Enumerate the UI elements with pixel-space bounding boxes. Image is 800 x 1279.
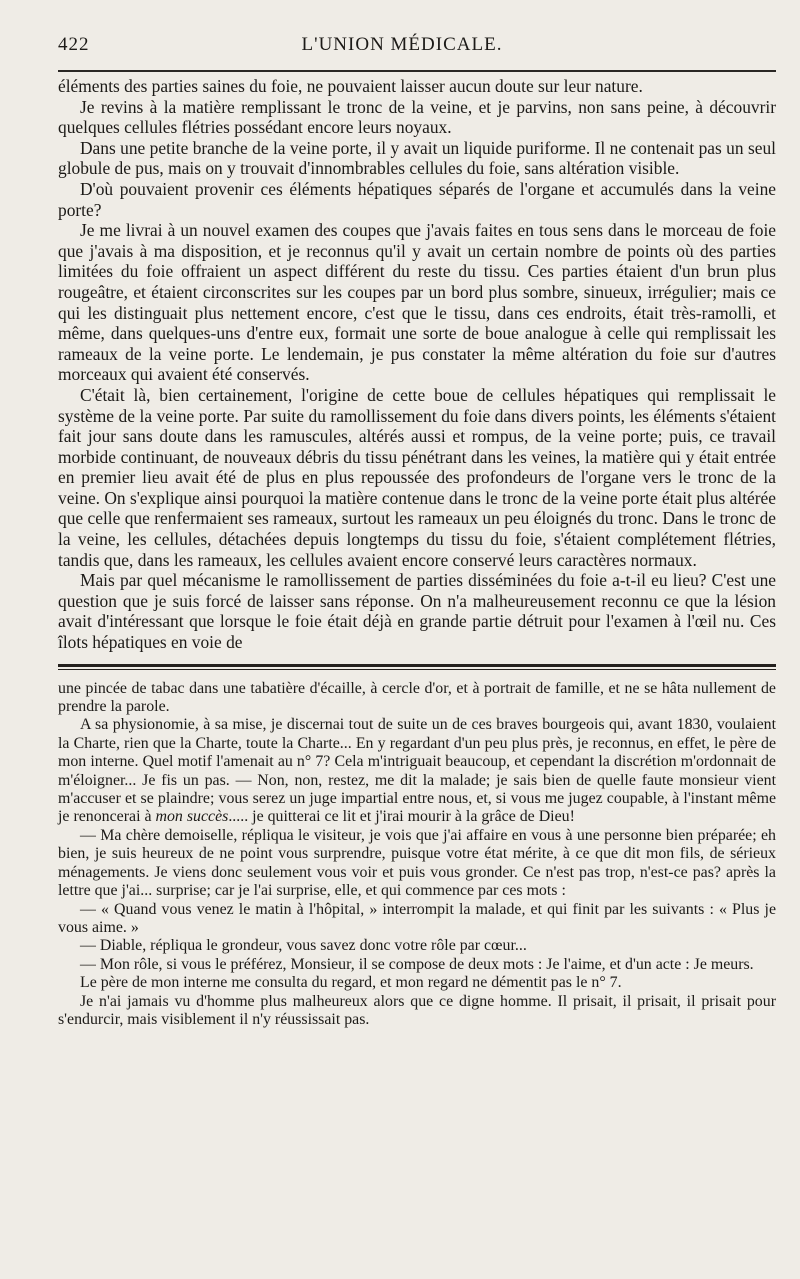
separator-thin-rule [58, 669, 776, 670]
feuilleton-paragraph: — Ma chère demoiselle, répliqua le visiteur, je vois que j'ai affaire en vous à une personne bien préparée; eh bien, je suis heureux de ne point vous surprendre, puisque votre état mérite, à ce que dit mon fils, de sérieux ménagements. Je viens donc seulement vous voir et puis vous gronder. Ce n'est pas trop, n'est-ce pas? après la lettre que j'ai... surprise; car je l'ai surprise, elle, et qui commence par ces mots : [58, 826, 776, 900]
feuilleton-paragraph [58, 716, 776, 826]
page-number: 422 [58, 34, 90, 55]
article-paragraph: Je me livrai à un nouvel examen des coupes que j'avais faites en tous sens dans le morceau de foie que j'avais à ma disposition, et je reconnus qu'il y avait un certain nombre de points où des parties limitées du foie offraient un aspect différent du reste du tissu. Ces parties étaient d'un brun plus rougeâtre, et étaient circonscrites sur les coupes par un bord plus sombre, sinueux, irrégulier; mais ce qui les distinguait plus nettement encore, c'est que le tissu, dans ces endroits, était très-ramolli, et même, dans quelques-uns d'entre eux, formait une sorte de boue analogue à celle qui remplissait les rameaux de la veine porte. Le lendemain, je pus constater la même altération du foie sur d'autres morceaux qui avaient été conservés. [58, 220, 776, 385]
feuilleton-paragraph: — « Quand vous venez le matin à l'hôpital, » interrompit la malade, et qui finit par les suivants : « Plus je vous aime. » [58, 900, 776, 936]
running-title: L'UNION MÉDICALE. [301, 34, 503, 55]
article-paragraph: éléments des parties saines du foie, ne pouvaient laisser aucun doute sur leur nature. [58, 76, 643, 96]
article-body [58, 76, 776, 653]
feuilleton-emphasis: mon succès [155, 808, 229, 826]
article-paragraph: C'était là, bien certainement, l'origine de cette boue de cellules hépatiques qui remplissait le système de la veine porte. Par suite du ramollissement du foie dans divers points, les éléments s'étaient fait jour sans doute dans les ramuscules, altérés aussi et rompus, de la veine porte; puis, ce travail morbide continuant, de nouveaux débris du tissu pénétrant dans les veines, la matière qui y était entrée en premier lieu avait été de plus en plus repoussée des profondeurs de l'organe vers le tronc de la veine. On s'explique ainsi pourquoi la matière contenue dans le tronc de la veine porte était plus altérée que celle que renfermaient ses rameaux, surtout les rameaux un peu éloignés du tronc. Dans le tronc de la veine, les cellules, détachées depuis longtemps du tissu du foie, s'étaient complétement flétries, tandis que, dans les rameaux, les cellules avaient encore conservé leurs caractères normaux. [58, 384, 776, 570]
article-paragraph: D'où pouvaient provenir ces éléments hépatiques séparés de l'organe et accumulés dans la veine porte? [58, 178, 776, 220]
running-header [58, 34, 776, 60]
feuilleton-paragraph: Je n'ai jamais vu d'homme plus malheureux alors que ce digne homme. Il prisait, il prisait, il prisait pour s'endurcir, mais visiblement il n'y réussissait pas. [58, 992, 776, 1028]
article-paragraph: Je revins à la matière remplissant le tronc de la veine, et je parvins, non sans peine, à découvrir quelques cellules flétries possédant encore leurs noyaux. [58, 96, 776, 138]
feuilleton-text: ..... je quitterai ce lit et j'irai mourir à la grâce de Dieu! [228, 808, 575, 826]
separator-thick-rule [58, 664, 776, 667]
feuilleton-paragraph: une pincée de tabac dans une tabatière d'écaille, à cercle d'or, et à portrait de famille, et ne se hâta nullement de prendre la parole. [58, 679, 776, 716]
feuilleton-paragraph: — Mon rôle, si vous le préférez, Monsieur, il se compose de deux mots : Je l'aime, et d'un acte : Je meurs. [80, 955, 754, 973]
feuilleton-separator [58, 664, 776, 670]
feuilleton-text: A sa physionomie, à sa mise, je discernai tout de suite un de ces braves bourgeois qui, avant 1830, voulaient la Charte, rien que la Charte, toute la Charte... En y regardant d'un peu plus près, je reconnus, en effet, le père de mon interne. Quel motif l'amenait au n° 7? Cela m'intriguait beaucoup, et cependant la discrétion m'ordonnait de m'éloigner... Je fis un pas. — Non, non, restez, me dit la malade; je sais bien de quelle faute monsieur vient m'accuser et se plaindre; vous serez un juge impartial entre nous, et, si vous me jugez coupable, à l'instant même je renoncerai à [58, 716, 776, 826]
feuilleton-paragraph: Le père de mon interne me consulta du regard, et mon regard ne démentit pas le n° 7. [80, 974, 622, 992]
feuilleton-body [58, 680, 776, 1030]
feuilleton-paragraph: — Diable, répliqua le grondeur, vous savez donc votre rôle par cœur... [80, 937, 527, 955]
article-paragraph: Dans une petite branche de la veine porte, il y avait un liquide puriforme. Il ne contenait pas un seul globule de pus, mais on y trouvait d'innombrables cellules du foie, sans altération visible. [58, 137, 776, 179]
article-paragraph: Mais par quel mécanisme le ramollissement de parties disséminées du foie a-t-il eu lieu? C'est une question que je suis forcé de laisser sans réponse. On n'a malheureusement reconnu ce que la lésion avait d'intéressant que lorsque le foie était déjà en grande partie détruit pour l'examen à l'œil nu. Ces îlots hépatiques en voie de [58, 570, 776, 653]
header-rule [58, 70, 776, 72]
